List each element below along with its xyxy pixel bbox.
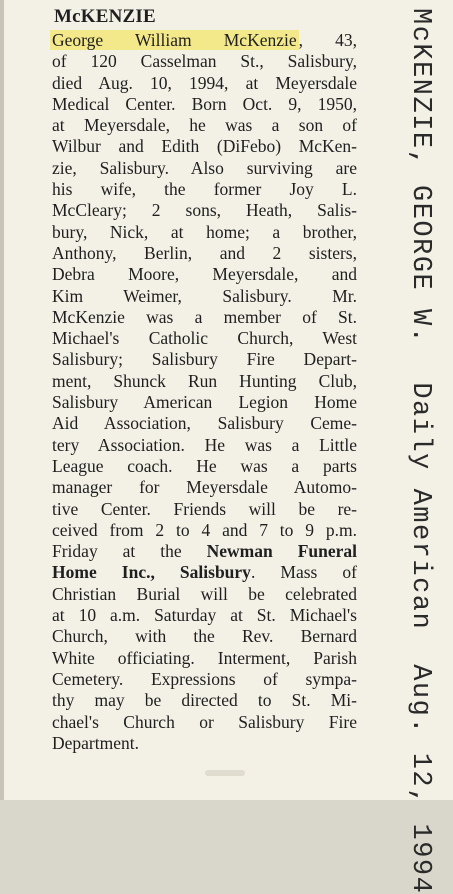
obituary-line: tive Center. Friends will be re- <box>52 498 357 519</box>
obituary-line: ceived from 2 to 4 and 7 to 9 p.m. <box>52 519 357 540</box>
annotation-paper: Daily American <box>405 382 435 631</box>
handwritten-annotation <box>405 6 435 894</box>
obituary-line: manager for Meyersdale Automo- <box>52 477 357 498</box>
line-start: Friday at the <box>52 541 207 562</box>
funeral-home-name: Newman Funeral <box>206 541 358 562</box>
annotation-date: Aug. 12, 1994 <box>405 664 435 894</box>
obituary-line: Wilbur and Edith (DiFebo) McKen- <box>52 136 357 157</box>
annotation-name: McKENZIE, GEORGE W. <box>405 8 435 345</box>
funeral-home-name-cont: Home Inc., Salisbury <box>52 562 251 583</box>
obituary-line: died Aug. 10, 1994, at Meyersdale <box>52 72 357 93</box>
obituary-line: Christian Burial will be celebrated <box>52 583 357 604</box>
obituary-line: Medical Center. Born Oct. 9, 1950, <box>52 93 357 114</box>
obituary-line: McKenzie was a member of St. <box>52 306 357 327</box>
obituary-line: his wife, the former Joy L. <box>52 179 357 200</box>
obituary-line: tery Association. He was a Little <box>52 434 357 455</box>
obituary-line: Department. <box>52 732 139 753</box>
obituary-line: Salisbury; Salisbury Fire Depart- <box>52 349 357 370</box>
ink-smudge <box>205 770 245 776</box>
obituary-heading: McKENZIE <box>54 6 156 27</box>
obituary-line: Church, with the Rev. Bernard <box>52 626 357 647</box>
obituary-line: Michael's Catholic Church, West <box>52 328 357 349</box>
obituary-line: Aid Association, Salisbury Ceme- <box>52 413 357 434</box>
obituary-line: chael's Church or Salisbury Fire <box>52 711 357 732</box>
obituary-line: at Meyersdale, he was a son of <box>52 115 357 136</box>
obituary-line: League coach. He was a parts <box>52 455 357 476</box>
obituary-line <box>52 30 357 51</box>
obituary-line: Cemetery. Expressions of sympa- <box>52 668 357 689</box>
obituary-line: bury, Nick, at home; a brother, <box>52 221 357 242</box>
obituary-line <box>52 562 357 583</box>
highlighted-name: George William McKenzie <box>52 30 297 50</box>
obituary-line: Salisbury American Legion Home <box>52 392 357 413</box>
obituary-line: zie, Salisbury. Also surviving are <box>52 157 357 178</box>
line-rest: , 43, <box>298 30 357 50</box>
obituary-line: of 120 Casselman St., Salisbury, <box>52 51 357 72</box>
obituary-line: McCleary; 2 sons, Heath, Salis- <box>52 200 357 221</box>
obituary-line: White officiating. Interment, Parish <box>52 647 357 668</box>
obituary-line <box>52 541 357 562</box>
obituary-line: Anthony, Berlin, and 2 sisters, <box>52 242 357 263</box>
clipping-edge <box>0 0 4 800</box>
obituary-line: ment, Shunck Run Hunting Club, <box>52 370 357 391</box>
obituary-line: Debra Moore, Meyersdale, and <box>52 264 357 285</box>
obituary-line: at 10 a.m. Saturday at St. Michael's <box>52 605 357 626</box>
line-rest: . Mass of <box>250 562 357 583</box>
obituary-column <box>52 6 357 754</box>
obituary-line: thy may be directed to St. Mi- <box>52 690 357 711</box>
obituary-line: Kim Weimer, Salisbury. Mr. <box>52 285 357 306</box>
